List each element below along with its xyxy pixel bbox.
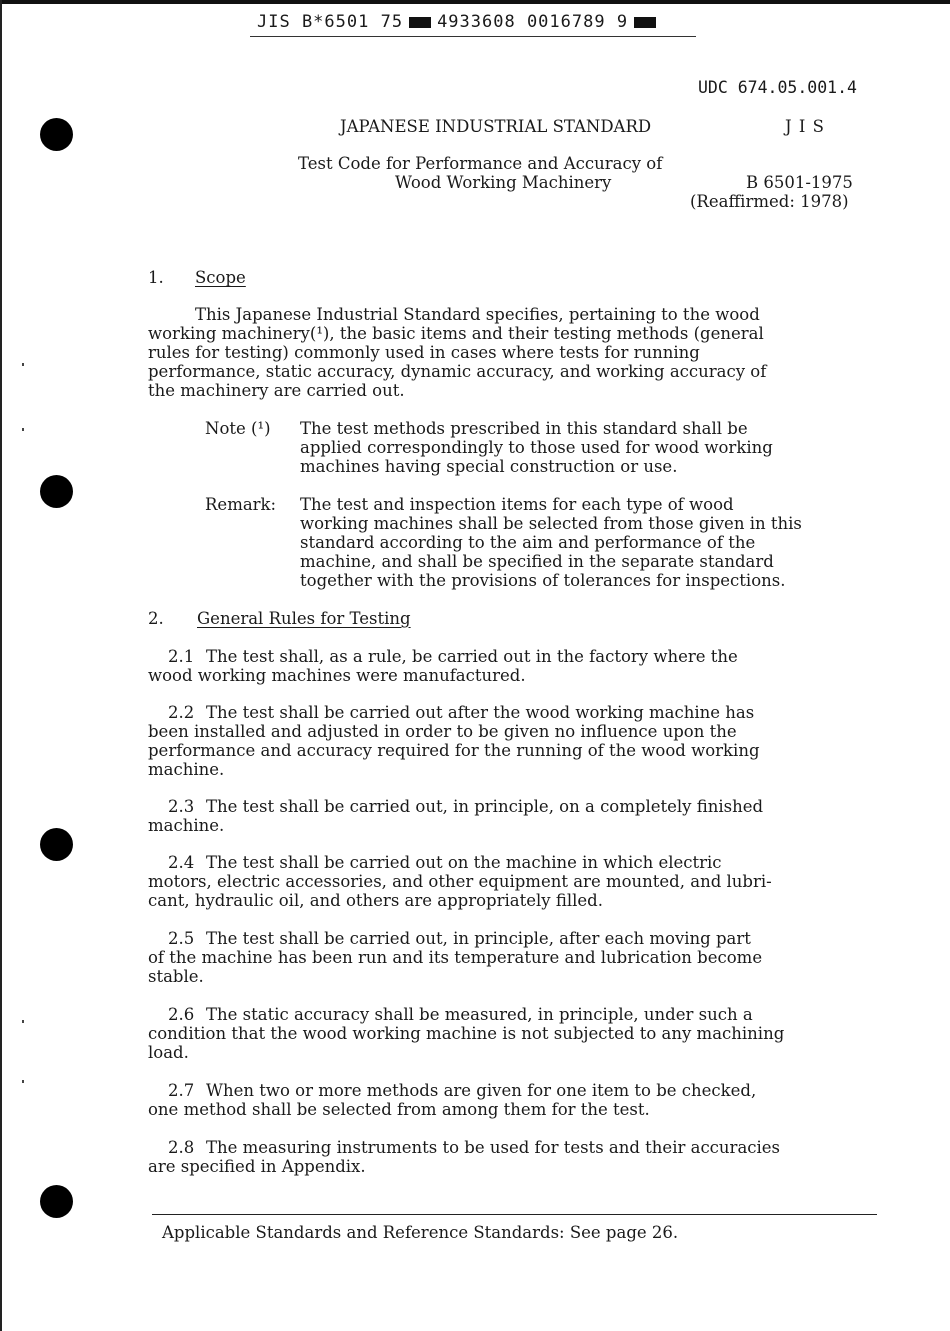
text-line: the machinery are carried out. — [148, 381, 405, 400]
clause-number: 2.2 — [168, 703, 195, 722]
text-line: When two or more methods are given for one item to be checked, — [206, 1081, 757, 1100]
scope-paragraph — [148, 305, 878, 400]
punch-hole — [40, 1185, 73, 1218]
code-part-1: JIS B*6501 75 — [257, 12, 404, 32]
clause-2-5 — [148, 929, 878, 986]
text-line: The test shall be carried out, in principle, after each moving part — [206, 929, 751, 948]
text-line: The test shall be carried out on the machine in which electric — [206, 853, 722, 872]
title-line-2: Wood Working Machinery — [395, 173, 612, 192]
clause-number: 2.7 — [168, 1081, 195, 1100]
header-rule — [250, 36, 696, 37]
reaffirmed: (Reaffirmed: 1978) — [690, 192, 849, 211]
text-line: The test shall be carried out after the wood working machine has — [206, 703, 755, 722]
text-line: This Japanese Industrial Standard specifies, pertaining to the wood — [195, 305, 760, 324]
text-line: motors, electric accessories, and other equipment are mounted, and lubri- — [148, 872, 772, 891]
text-line: load. — [148, 1043, 189, 1062]
punch-hole — [40, 475, 73, 508]
remark-text — [300, 495, 880, 590]
text-line: together with the provisions of tolerances for inspections. — [300, 571, 786, 590]
standard-type: JAPANESE INDUSTRIAL STANDARD — [340, 117, 652, 136]
text-line: performance, static accuracy, dynamic accuracy, and working accuracy of — [148, 362, 767, 381]
text-line: The measuring instruments to be used for tests and their accuracies — [206, 1138, 781, 1157]
standard-number: B 6501-1975 — [746, 173, 853, 192]
clause-2-4 — [148, 853, 878, 910]
clause-2-6 — [148, 1005, 878, 1062]
clause-2-1 — [148, 647, 878, 685]
clause-2-7 — [148, 1081, 878, 1119]
section-2-number: 2. — [148, 609, 164, 628]
clause-number: 2.5 — [168, 929, 195, 948]
text-line: machine. — [148, 816, 225, 835]
clause-number: 2.6 — [168, 1005, 195, 1024]
text-line: of the machine has been run and its temperature and lubrication become — [148, 948, 763, 967]
clause-number: 2.4 — [168, 853, 195, 872]
redaction-block — [634, 17, 656, 28]
section-1-title: Scope — [195, 268, 246, 287]
footer-rule — [152, 1214, 877, 1215]
text-line: performance and accuracy required for the running of the wood working — [148, 741, 760, 760]
scan-speck — [22, 1020, 24, 1023]
top-border — [0, 0, 950, 4]
note-text — [300, 419, 880, 476]
scan-speck — [22, 428, 24, 431]
text-line: cant, hydraulic oil, and others are appropriately filled. — [148, 891, 603, 910]
note-label: Note (¹) — [205, 419, 271, 438]
text-line: machine, and shall be specified in the separate standard — [300, 552, 774, 571]
text-line: working machines shall be selected from those given in this — [300, 514, 802, 533]
udc-number: UDC 674.05.001.4 — [698, 78, 857, 97]
clause-number: 2.8 — [168, 1138, 195, 1157]
text-line: The test and inspection items for each type of wood — [300, 495, 734, 514]
clause-number: 2.1 — [168, 647, 195, 666]
jis-mark: J I S — [785, 117, 825, 136]
text-line: The test shall be carried out, in principle, on a completely finished — [206, 797, 764, 816]
clause-2-8 — [148, 1138, 878, 1176]
punch-hole — [40, 118, 73, 151]
text-line: applied correspondingly to those used for wood working — [300, 438, 773, 457]
document-code-header — [257, 12, 662, 32]
clause-2-2 — [148, 703, 878, 779]
text-line: The test methods prescribed in this standard shall be — [300, 419, 748, 438]
text-line: standard according to the aim and performance of the — [300, 533, 756, 552]
text-line: The static accuracy shall be measured, in principle, under such a — [206, 1005, 753, 1024]
section-1-number: 1. — [148, 268, 164, 287]
text-line: machines having special construction or use. — [300, 457, 678, 476]
clause-number: 2.3 — [168, 797, 195, 816]
text-line: stable. — [148, 967, 204, 986]
text-line: rules for testing) commonly used in cases where tests for running — [148, 343, 700, 362]
text-line: one method shall be selected from among them for the test. — [148, 1100, 650, 1119]
scan-speck — [22, 1080, 24, 1083]
remark-label: Remark: — [205, 495, 277, 514]
text-line: working machinery(¹), the basic items and their testing methods (general — [148, 324, 764, 343]
text-line: machine. — [148, 760, 225, 779]
text-line: condition that the wood working machine is not subjected to any machining — [148, 1024, 785, 1043]
title-line-1: Test Code for Performance and Accuracy of — [298, 154, 663, 173]
section-2-title: General Rules for Testing — [197, 609, 411, 628]
text-line: The test shall, as a rule, be carried out in the factory where the — [206, 647, 738, 666]
code-part-2: 4933608 0016789 9 — [437, 12, 629, 32]
footer-note: Applicable Standards and Reference Standards: See page 26. — [162, 1223, 679, 1242]
punch-hole — [40, 828, 73, 861]
left-border — [0, 0, 2, 1331]
text-line: are specified in Appendix. — [148, 1157, 366, 1176]
text-line: been installed and adjusted in order to be given no influence upon the — [148, 722, 737, 741]
clause-2-3 — [148, 797, 878, 835]
redaction-block — [409, 17, 431, 28]
scan-speck — [22, 363, 24, 366]
text-line: wood working machines were manufactured. — [148, 666, 526, 685]
